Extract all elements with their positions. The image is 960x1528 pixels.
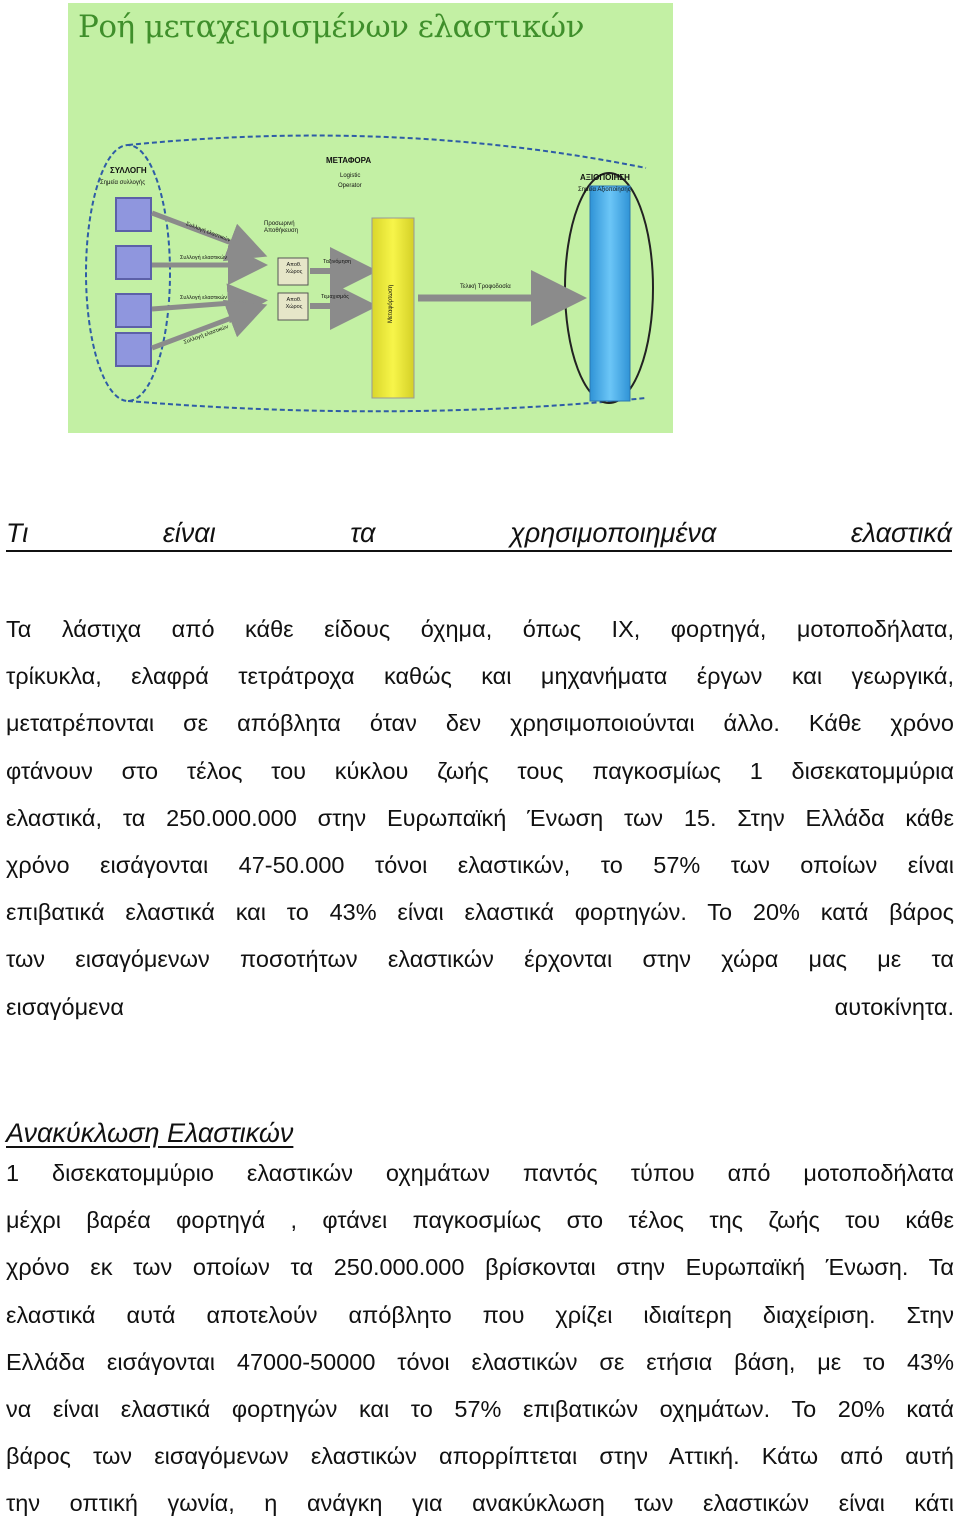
heading-word: Τι (6, 518, 29, 548)
section1-heading (6, 516, 952, 552)
section2-paragraph (6, 1150, 954, 1528)
recovery-bar (590, 186, 630, 401)
text-line: εισαγόμενα αυτοκίνητα. (6, 993, 954, 1020)
text-line: Τα λάστιχα από κάθε είδους όχημα, όπως ΙΧ, φορτηγά, μοτοποδήλατα, (6, 616, 954, 642)
sort-label: Ταξινόμηση (323, 259, 352, 265)
heading-word: τα (350, 518, 376, 548)
text-line: τρίκυκλα, ελαφρά τετράτροχα καθώς και μηχανήματα έργων και γεωργικά, (6, 663, 954, 690)
collection-label: ΣΥΛΛΟΓΗ (110, 166, 147, 175)
heading-word: ελαστικά (850, 518, 952, 548)
section1-paragraph (6, 606, 954, 1031)
text-line: Ελλάδα εισάγονται 47000-50000 τόνοι ελαστικών σε ετήσια βάση, με το 43% (6, 1348, 954, 1375)
temp-storage-label: Προσωρινή Αποθήκευση (264, 221, 299, 234)
recovery-label: ΑΞΙΟΠΟΙΗΣΗ (580, 173, 630, 182)
tire-flow-diagram (68, 3, 673, 433)
storage-box-label: Αποθ. Χώρος (285, 297, 303, 310)
text-line: των εισαγόμενων ποσοτήτων ελαστικών έρχονται στην χώρα μας με τα (6, 946, 954, 973)
processing-label: Μεταφόρτωση (388, 285, 394, 323)
diagram-title: Ροή μεταχειρισμένων ελαστικών (78, 9, 584, 45)
section2-heading: Ανακύκλωση Ελαστικών (6, 1118, 294, 1148)
arrow-label: Συλλογή ελαστικών (180, 255, 228, 261)
text-line: μετατρέπονται σε απόβλητα όταν δεν χρησιμοποιούνται άλλο. Κάθε χρόνο (6, 710, 954, 737)
collection-points (116, 198, 151, 366)
text-line: μέχρι βαρέα φορτηγά , φτάνει παγκοσμίως στο τέλος της ζωής του κάθε (6, 1207, 954, 1234)
text-line: βάρος των εισαγόμενων ελαστικών απορρίπτεται στην Αττική. Κάτω από αυτή (6, 1443, 954, 1470)
diagram-graphic (68, 3, 673, 433)
arrow-label: Συλλογή ελαστικών (182, 324, 230, 346)
text-line: ελαστικά, τα 250.000.000 στην Ευρωπαϊκή Ένωση των 15. Στην Ελλάδα κάθε (6, 804, 954, 831)
heading-word: είναι (162, 518, 216, 548)
text-line: να είναι ελαστικά φορτηγών και το 57% επιβατικών οχημάτων. Το 20% κατά (6, 1396, 954, 1423)
text-line: φτάνουν στο τέλος του κύκλου ζωής τους παγκοσμίως 1 δισεκατομμύρια (6, 757, 954, 784)
arrow-label: Συλλογή ελαστικών (184, 221, 231, 244)
recovery-sublabel: Σημεία Αξιοποίησης (578, 187, 631, 193)
storage-box-label: Αποθ. Χώρος (285, 262, 303, 275)
transport-sub1: Logistic (340, 173, 361, 179)
transport-label: ΜΕΤΑΦΟΡΑ (326, 156, 372, 165)
text-line: επιβατικά ελαστικά και το 43% είναι ελαστικά φορτηγών. Το 20% κατά βάρος (6, 899, 954, 926)
text-line: ελαστικά αυτά αποτελούν απόβλητο που χρίζει ιδιαίτερη διαχείριση. Στην (6, 1301, 954, 1328)
text-line: 1 δισεκατομμύριο ελαστικών οχημάτων παντός τύπου από μοτοποδήλατα (6, 1160, 954, 1186)
arrow-label: Συλλογή ελαστικών (180, 295, 228, 301)
final-arrow-label: Τελική Τροφοδοσία (460, 284, 511, 290)
heading-word: χρησιμοποιημένα (510, 518, 717, 548)
text-line: χρόνο εισάγονται 47-50.000 τόνοι ελαστικών, το 57% των οποίων είναι (6, 852, 954, 879)
sort-label: Τεμαχισμός (321, 294, 349, 300)
transport-sub2: Operator (338, 183, 362, 189)
text-line: την οπτική γωνία, η ανάγκη για ανακύκλωση των ελαστικών είναι κάτι (6, 1490, 954, 1517)
collection-sublabel: Σημεία συλλογής (100, 180, 146, 186)
text-line: χρόνο εκ των οποίων τα 250.000.000 βρίσκονται στην Ευρωπαϊκή Ένωση. Τα (6, 1254, 954, 1281)
